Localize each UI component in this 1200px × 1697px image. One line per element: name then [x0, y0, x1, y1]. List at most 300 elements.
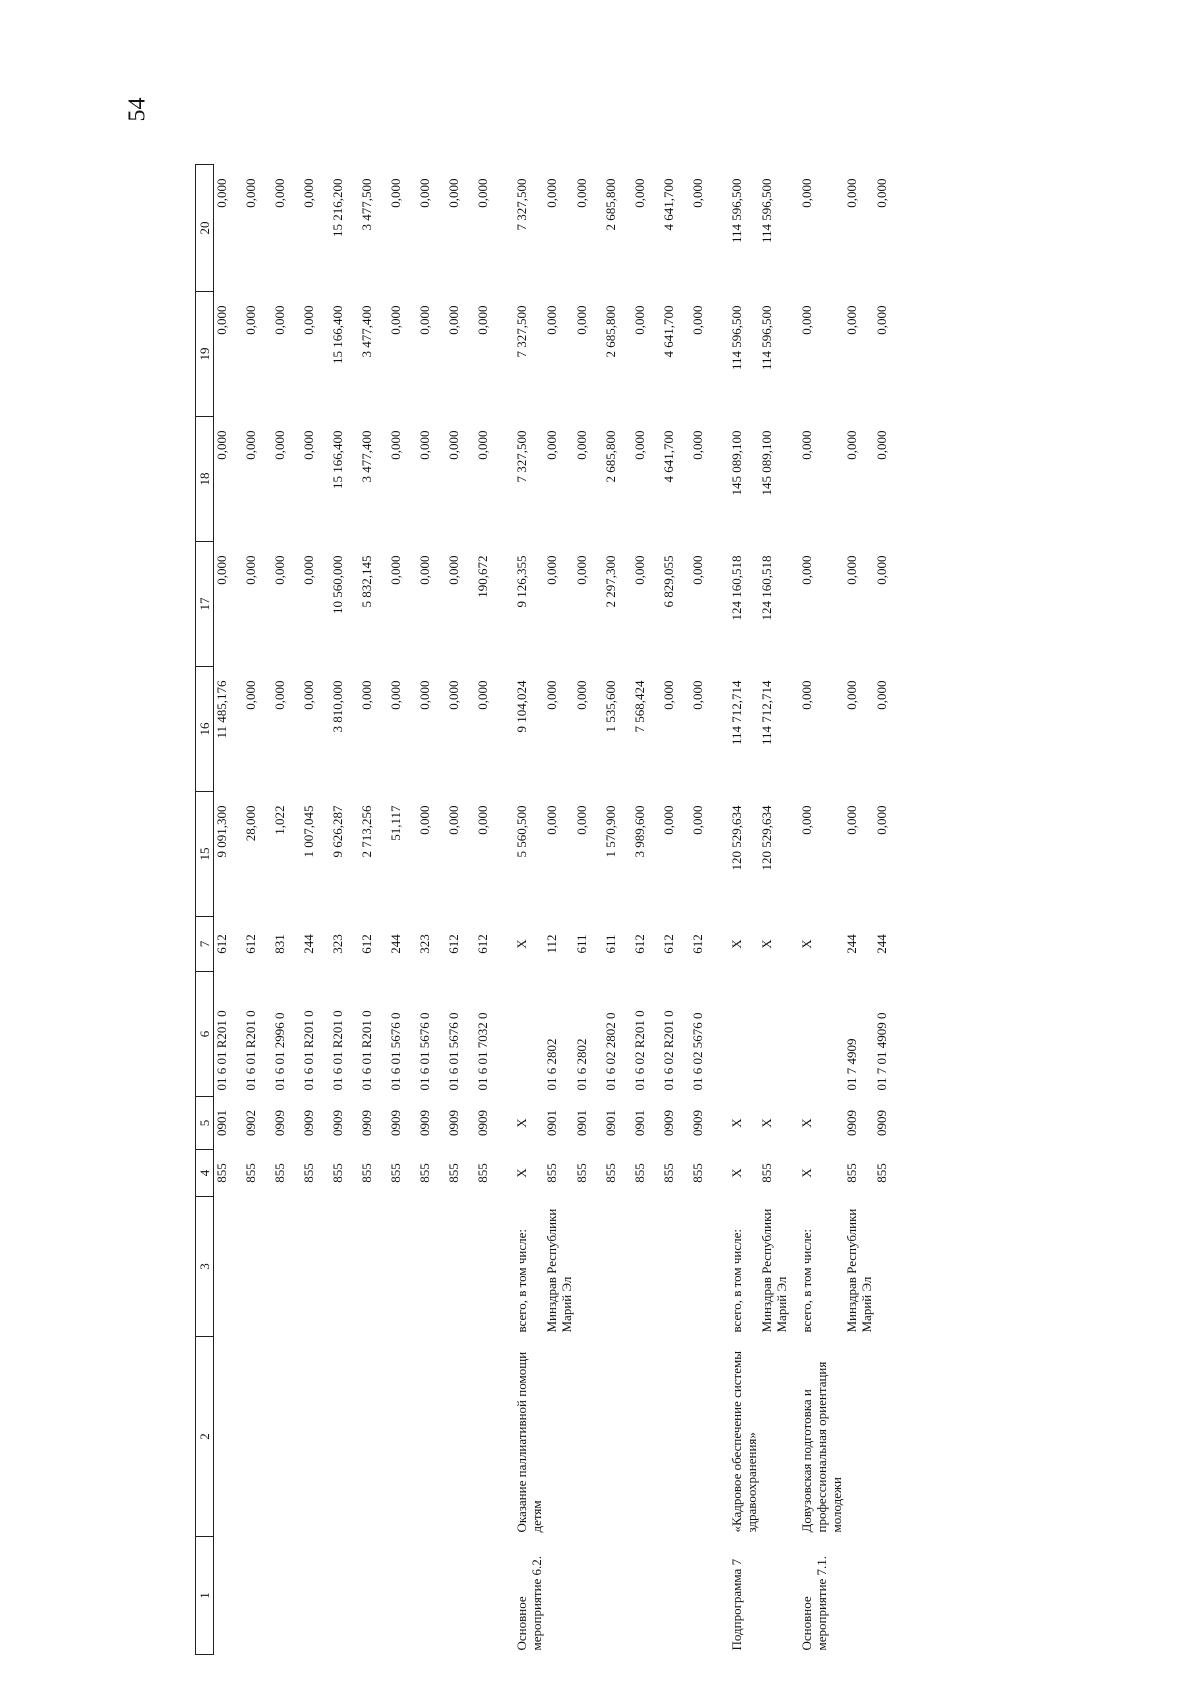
table-cell: 0,000: [843, 805, 859, 835]
table-cell: 3 989,600: [631, 805, 647, 858]
table-cell: 0,000: [873, 178, 889, 208]
table-cell: 0,000: [416, 305, 432, 335]
table-cell: 855: [300, 1163, 316, 1183]
table-cell: 0,000: [300, 680, 316, 710]
table-row: [844, 165, 874, 1655]
table-cell: 612: [474, 934, 490, 954]
column-header: 5: [196, 1097, 214, 1150]
table-cell: 0,000: [660, 680, 676, 710]
table-cell: 114 596,500: [758, 178, 774, 244]
table-cell: 855: [543, 1163, 559, 1183]
table-cell: 124 160,518: [728, 555, 744, 621]
table-cell: 114 712,714: [758, 680, 774, 746]
table-cell: [603, 1337, 632, 1537]
table-cell: 0,000: [445, 178, 461, 208]
table-cell: 0,000: [689, 680, 705, 710]
table-cell: [475, 1337, 504, 1537]
table-cell: 0,000: [387, 305, 403, 335]
table-cell: [574, 1537, 603, 1655]
table-cell: 145 089,100: [728, 430, 744, 496]
table-cell: 01 6 01 R201 0: [300, 1010, 316, 1091]
table-row: [727, 165, 759, 1655]
table-cell: 0,000: [271, 305, 287, 335]
table-cell: [359, 1537, 388, 1655]
table-cell: X: [798, 1118, 814, 1128]
table-cell: 855: [358, 1163, 374, 1183]
table-row: [417, 165, 446, 1655]
table-cell: 7 327,500: [513, 178, 529, 231]
table-cell: 5 560,500: [513, 805, 529, 858]
table-cell: X: [513, 1168, 529, 1178]
table-cell: 0,000: [387, 430, 403, 460]
table-row: [544, 165, 574, 1655]
table-cell: 0909: [329, 1110, 345, 1136]
rotated-table-container: [195, 165, 1200, 1655]
table-row: [243, 165, 272, 1655]
table-cell: 0,000: [416, 178, 432, 208]
table-cell: X: [728, 1118, 744, 1128]
column-header: 7: [196, 917, 214, 972]
table-cell: 0,000: [873, 430, 889, 460]
table-cell: 0,000: [474, 430, 490, 460]
table-cell: Довузовская подготовка и профессиональная ориентация молодежи: [798, 1361, 844, 1533]
table-cell: 0,000: [543, 680, 559, 710]
table-cell: 28,000: [242, 805, 258, 842]
table-body: [214, 165, 903, 1655]
table-cell: [388, 1537, 417, 1655]
table-row: [475, 165, 504, 1655]
table-cell: 0,000: [843, 178, 859, 208]
table-cell: 2 713,256: [358, 805, 374, 858]
table-cell: [632, 1537, 661, 1655]
table-cell: 114 712,714: [728, 680, 744, 746]
table-cell: 01 6 02 2802 0: [602, 1012, 618, 1091]
column-header: 6: [196, 972, 214, 1097]
table-cell: 1,022: [271, 805, 287, 835]
column-header: 17: [196, 542, 214, 667]
table-cell: 0,000: [689, 555, 705, 585]
table-cell: 0901: [602, 1110, 618, 1136]
table-cell: [475, 1537, 504, 1655]
table-cell: 0,000: [573, 430, 589, 460]
table-cell: 0,000: [214, 305, 229, 335]
table-cell: 0,000: [631, 178, 647, 208]
table-cell: 9 091,300: [214, 805, 229, 858]
table-row: [359, 165, 388, 1655]
table-cell: 0,000: [271, 555, 287, 585]
row-spacer: [789, 165, 797, 1655]
table-cell: 0,000: [543, 178, 559, 208]
table-cell: 114 596,500: [728, 305, 744, 371]
table-row: [446, 165, 475, 1655]
table-cell: 0,000: [358, 680, 374, 710]
table-cell: 0,000: [631, 555, 647, 585]
table-cell: 0,000: [445, 305, 461, 335]
table-row: [690, 165, 719, 1655]
table-cell: [417, 1337, 446, 1537]
table-cell: 1 570,900: [602, 805, 618, 858]
table-cell: 4 641,700: [660, 430, 676, 483]
budget-table: [195, 164, 903, 1655]
table-cell: [417, 1537, 446, 1655]
column-header: 2: [196, 1337, 214, 1537]
table-row: [632, 165, 661, 1655]
table-cell: [544, 1537, 574, 1655]
table-cell: 01 6 2802: [543, 1038, 559, 1091]
table-cell: 01 6 2802: [573, 1038, 589, 1091]
table-cell: 0,000: [416, 805, 432, 835]
table-cell: 0901: [631, 1110, 647, 1136]
table-cell: X: [758, 939, 774, 949]
table-cell: 0909: [387, 1110, 403, 1136]
table-cell: [874, 1537, 903, 1655]
table-cell: 0,000: [474, 680, 490, 710]
table-cell: всего, в том числе:: [728, 1228, 744, 1333]
table-cell: 0,000: [300, 178, 316, 208]
table-cell: [446, 1337, 475, 1537]
table-cell: 01 6 02 R201 0: [631, 1010, 647, 1091]
table-cell: 9 104,024: [513, 680, 529, 733]
table-cell: 0,000: [445, 430, 461, 460]
table-cell: 0909: [843, 1110, 859, 1136]
table-cell: [214, 1197, 243, 1337]
table-cell: 0,000: [689, 805, 705, 835]
table-cell: 0,000: [798, 680, 814, 710]
table-cell: [727, 972, 759, 1097]
table-cell: 611: [602, 934, 618, 954]
table-cell: 2 685,800: [602, 430, 618, 483]
table-cell: 3 477,400: [358, 305, 374, 358]
table-cell: 0,000: [631, 430, 647, 460]
table-cell: [574, 1197, 603, 1337]
table-cell: 612: [660, 934, 676, 954]
table-cell: 01 6 01 R201 0: [329, 1010, 345, 1091]
table-cell: 7 568,424: [631, 680, 647, 733]
table-row: [797, 165, 844, 1655]
table-cell: 01 6 01 5676 0: [416, 1012, 432, 1091]
table-cell: 244: [873, 934, 889, 954]
table-cell: [874, 1197, 903, 1337]
table-cell: 120 529,634: [728, 805, 744, 871]
table-cell: 0,000: [214, 178, 229, 208]
table-cell: 0,000: [543, 305, 559, 335]
table-cell: 855: [689, 1163, 705, 1183]
table-cell: 0,000: [843, 305, 859, 335]
table-cell: 0,000: [300, 305, 316, 335]
table-cell: [797, 972, 844, 1097]
table-cell: 0,000: [271, 430, 287, 460]
table-cell: [214, 1537, 243, 1655]
table-cell: 855: [873, 1163, 889, 1183]
table-cell: Минздрав Республики Марий Эл: [543, 1208, 574, 1333]
table-cell: 0,000: [798, 305, 814, 335]
table-cell: [690, 1337, 719, 1537]
table-cell: 0,000: [214, 555, 229, 585]
table-cell: [512, 972, 544, 1097]
table-cell: [874, 1337, 903, 1537]
table-cell: 855: [387, 1163, 403, 1183]
table-cell: 114 596,500: [758, 305, 774, 371]
row-spacer: [719, 165, 727, 1655]
table-cell: 0909: [660, 1110, 676, 1136]
table-cell: [759, 1537, 789, 1655]
table-cell: Основное мероприятие 7.1.: [798, 1555, 829, 1651]
table-row: [874, 165, 903, 1655]
table-cell: 9 126,355: [513, 555, 529, 608]
table-cell: 0901: [214, 1110, 229, 1136]
table-cell: 51,117: [387, 805, 403, 841]
table-cell: 0,000: [573, 555, 589, 585]
table-cell: [243, 1337, 272, 1537]
table-cell: [759, 1337, 789, 1537]
table-cell: 3 477,400: [358, 430, 374, 483]
table-cell: [544, 1337, 574, 1537]
table-cell: [272, 1337, 301, 1537]
table-cell: [475, 1197, 504, 1337]
table-cell: 0,000: [416, 680, 432, 710]
table-cell: 612: [242, 934, 258, 954]
table-cell: [603, 1537, 632, 1655]
table-cell: 612: [445, 934, 461, 954]
table-cell: 0,000: [387, 555, 403, 585]
table-cell: 612: [631, 934, 647, 954]
table-cell: 5 832,145: [358, 555, 374, 608]
table-cell: [661, 1197, 690, 1337]
table-cell: 7 327,500: [513, 305, 529, 358]
table-cell: [243, 1537, 272, 1655]
table-cell: 15 216,200: [329, 178, 345, 237]
table-cell: 145 089,100: [758, 430, 774, 496]
table-cell: X: [513, 939, 529, 949]
table-cell: 0909: [873, 1110, 889, 1136]
table-cell: 01 6 01 R201 0: [358, 1010, 374, 1091]
table-cell: 0,000: [445, 805, 461, 835]
table-cell: [359, 1337, 388, 1537]
table-cell: 0909: [689, 1110, 705, 1136]
table-cell: 0,000: [798, 805, 814, 835]
table-cell: 0,000: [573, 805, 589, 835]
column-header: 20: [196, 165, 214, 292]
table-cell: 0,000: [873, 305, 889, 335]
table-cell: 0,000: [416, 555, 432, 585]
table-cell: 855: [416, 1163, 432, 1183]
table-cell: 0,000: [242, 555, 258, 585]
table-cell: 10 560,000: [329, 555, 345, 614]
table-cell: 855: [660, 1163, 676, 1183]
table-cell: 855: [271, 1163, 287, 1183]
table-cell: 3 810,000: [329, 680, 345, 733]
table-cell: всего, в том числе:: [798, 1228, 814, 1333]
table-cell: 855: [602, 1163, 618, 1183]
table-cell: 855: [573, 1163, 589, 1183]
table-cell: [632, 1197, 661, 1337]
table-cell: 244: [387, 934, 403, 954]
column-header: 15: [196, 792, 214, 917]
table-cell: 01 6 01 7032 0: [474, 1012, 490, 1091]
table-cell: 1 535,600: [602, 680, 618, 733]
table-cell: [759, 972, 789, 1097]
table-row: [214, 165, 243, 1655]
table-cell: X: [728, 1168, 744, 1178]
table-cell: 0,000: [242, 178, 258, 208]
column-header: 18: [196, 417, 214, 542]
table-cell: 9 626,287: [329, 805, 345, 858]
table-cell: [272, 1197, 301, 1337]
column-header: 16: [196, 667, 214, 792]
table-row: [301, 165, 330, 1655]
table-cell: 0901: [573, 1110, 589, 1136]
table-cell: [661, 1537, 690, 1655]
column-header: 19: [196, 292, 214, 417]
table-row: [574, 165, 603, 1655]
table-cell: 0,000: [271, 680, 287, 710]
table-cell: Минздрав Республики Марий Эл: [843, 1208, 874, 1333]
table-cell: 120 529,634: [758, 805, 774, 871]
table-cell: [301, 1337, 330, 1537]
table-cell: 4 641,700: [660, 178, 676, 231]
table-row: [603, 165, 632, 1655]
table-cell: 01 6 01 R201 0: [242, 1010, 258, 1091]
table-cell: 0,000: [445, 680, 461, 710]
table-cell: 01 6 01 5676 0: [445, 1012, 461, 1091]
table-cell: [446, 1537, 475, 1655]
table-cell: [661, 1337, 690, 1537]
table-cell: 323: [416, 934, 432, 954]
table-cell: 01 6 01 R201 0: [214, 1010, 229, 1091]
table-cell: 0,000: [873, 555, 889, 585]
table-cell: 0,000: [573, 178, 589, 208]
table-cell: 244: [300, 934, 316, 954]
table-cell: X: [728, 939, 744, 949]
table-cell: [214, 1337, 243, 1537]
table-cell: 0909: [445, 1110, 461, 1136]
table-cell: 612: [689, 934, 705, 954]
table-cell: [301, 1197, 330, 1337]
table-cell: 114 596,500: [728, 178, 744, 244]
table-cell: 2 685,800: [602, 305, 618, 358]
table-cell: 0,000: [660, 805, 676, 835]
table-cell: 15 166,400: [329, 305, 345, 364]
table-cell: 01 6 01 5676 0: [387, 1012, 403, 1091]
table-cell: 0909: [300, 1110, 316, 1136]
table-cell: 0,000: [798, 178, 814, 208]
table-cell: [632, 1337, 661, 1537]
table-cell: 855: [329, 1163, 345, 1183]
table-cell: 0,000: [843, 555, 859, 585]
table-cell: Подпрограмма 7: [728, 1558, 744, 1651]
table-cell: 2 297,300: [602, 555, 618, 608]
table-cell: [330, 1537, 359, 1655]
table-cell: 0,000: [300, 430, 316, 460]
table-cell: 612: [214, 934, 229, 954]
table-cell: 0,000: [474, 305, 490, 335]
table-cell: [690, 1197, 719, 1337]
table-cell: [243, 1197, 272, 1337]
table-cell: 0,000: [416, 430, 432, 460]
table-cell: [272, 1537, 301, 1655]
table-cell: 855: [758, 1163, 774, 1183]
table-cell: X: [513, 1118, 529, 1128]
column-header: 3: [196, 1197, 214, 1337]
table-cell: 0,000: [631, 305, 647, 335]
table-cell: 01 7 01 4909 0: [873, 1012, 889, 1091]
table-cell: 0,000: [798, 430, 814, 460]
table-row: [388, 165, 417, 1655]
table-cell: 01 7 4909: [843, 1038, 859, 1091]
table-cell: [844, 1337, 874, 1537]
table-cell: 855: [242, 1163, 258, 1183]
column-header: 4: [196, 1150, 214, 1197]
table-cell: 0,000: [573, 305, 589, 335]
table-cell: X: [758, 1118, 774, 1128]
table-cell: 611: [573, 934, 589, 954]
table-cell: 11 485,176: [214, 680, 229, 739]
table-row: [330, 165, 359, 1655]
table-cell: X: [798, 1168, 814, 1178]
table-cell: 0,000: [445, 555, 461, 585]
table-cell: 855: [445, 1163, 461, 1183]
table-cell: 0,000: [689, 305, 705, 335]
table-cell: [388, 1197, 417, 1337]
table-cell: 0,000: [214, 430, 229, 460]
table-cell: [301, 1537, 330, 1655]
page-number: 54: [124, 97, 151, 122]
table-cell: 0,000: [873, 680, 889, 710]
table-cell: 0,000: [573, 680, 589, 710]
table-cell: 6 829,055: [660, 555, 676, 608]
table-cell: 0,000: [798, 555, 814, 585]
table-cell: Основное мероприятие 6.2.: [513, 1555, 544, 1651]
table-cell: 0,000: [474, 805, 490, 835]
table-row: [759, 165, 789, 1655]
table-cell: всего, в том числе:: [513, 1228, 529, 1333]
table-cell: 855: [474, 1163, 490, 1183]
table-cell: 01 6 02 5676 0: [689, 1012, 705, 1091]
table-cell: 0,000: [242, 305, 258, 335]
table-cell: 2 685,800: [602, 178, 618, 231]
table-cell: X: [798, 939, 814, 949]
table-cell: 190,672: [474, 555, 490, 598]
table-cell: 15 166,400: [329, 430, 345, 489]
table-cell: 0902: [242, 1110, 258, 1136]
table-cell: [359, 1197, 388, 1337]
table-cell: 7 327,500: [513, 430, 529, 483]
table-cell: 124 160,518: [758, 555, 774, 621]
column-header: 1: [196, 1537, 214, 1655]
table-cell: 0,000: [387, 680, 403, 710]
table-cell: [690, 1537, 719, 1655]
table-cell: [330, 1197, 359, 1337]
table-cell: [446, 1197, 475, 1337]
table-cell: 612: [358, 934, 374, 954]
table-cell: Минздрав Республики Марий Эл: [758, 1208, 789, 1333]
table-cell: [388, 1337, 417, 1537]
table-cell: [574, 1337, 603, 1537]
table-cell: 323: [329, 934, 345, 954]
table-cell: 244: [843, 934, 859, 954]
table-cell: 0,000: [474, 178, 490, 208]
table-cell: 0909: [474, 1110, 490, 1136]
table-cell: 0,000: [843, 680, 859, 710]
header-row: [196, 165, 214, 1655]
table-cell: 0,000: [543, 805, 559, 835]
table-row: [512, 165, 544, 1655]
table-cell: 0,000: [300, 555, 316, 585]
table-cell: 855: [631, 1163, 647, 1183]
table-cell: 01 6 01 2996 0: [271, 1012, 287, 1091]
table-cell: «Кадровое обеспечение системы здравоохранения»: [728, 1351, 759, 1533]
table-cell: [417, 1197, 446, 1337]
